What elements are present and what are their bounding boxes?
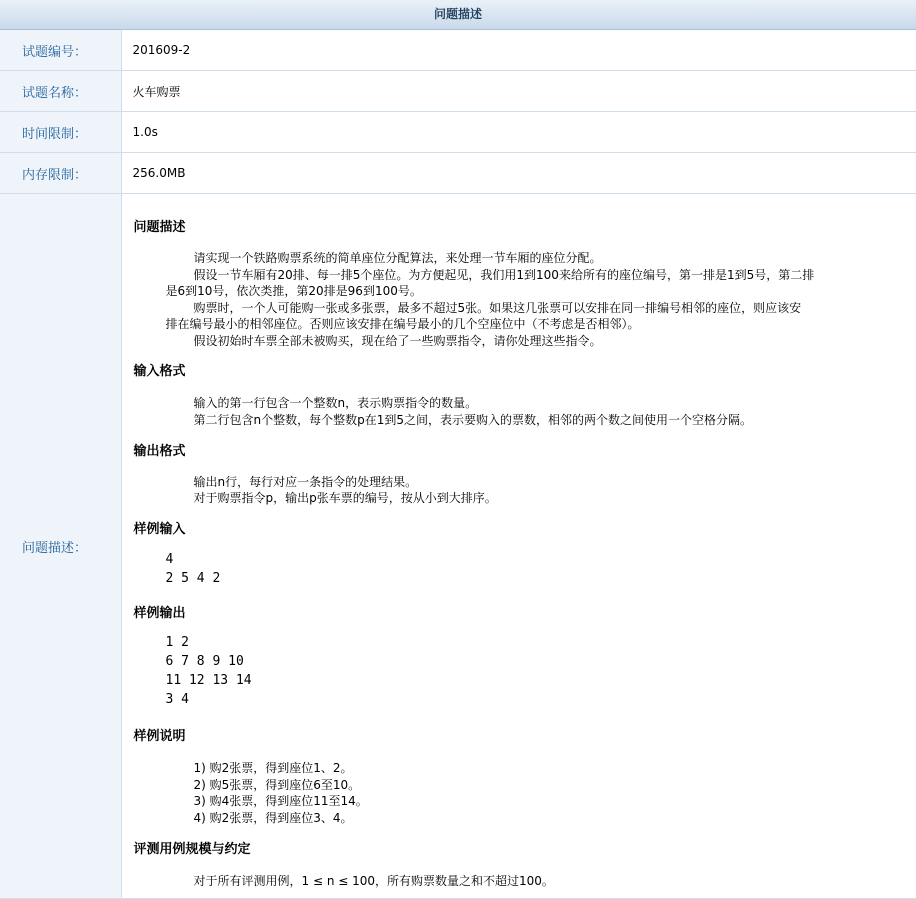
- explain-line-2: 2) 购5张票，得到座位6至10。: [194, 777, 361, 793]
- section-title-output: 输出格式: [134, 440, 186, 459]
- problem-line-5: 排在编号最小的相邻座位。否则应该安排在编号最小的几个空座位中（不考虑是否相邻）。: [166, 316, 640, 332]
- problem-line-3: 是6到10号，依次类推，第20排是96到100号。: [166, 283, 422, 299]
- input-line-1: 输入的第一行包含一个整数n，表示购票指令的数量。: [194, 395, 478, 411]
- output-line-1: 输出n行，每行对应一条指令的处理结果。: [194, 474, 418, 490]
- sample-output-block: [166, 633, 252, 709]
- label-id: 试题编号：: [0, 30, 121, 71]
- problem-line-6: 假设初始时车票全部未被购买，现在给了一些购票指令，请你处理这些指令。: [194, 333, 602, 349]
- info-row-description: [0, 194, 916, 899]
- problem-info-table: [0, 30, 916, 899]
- label-description: 问题描述：: [0, 194, 121, 899]
- output-line-2: 对于购票指令p，输出p张车票的编号，按从小到大排序。: [194, 490, 497, 506]
- label-time: 时间限制：: [0, 112, 121, 153]
- sample-output-line: 1 2: [166, 635, 189, 650]
- value-memory: 256.0MB: [121, 153, 916, 194]
- info-row-time: [0, 112, 916, 153]
- info-row-id: [0, 30, 916, 71]
- value-name: 火车购票: [121, 71, 916, 112]
- value-id: 201609-2: [121, 30, 916, 71]
- sample-input-line: 4: [166, 552, 174, 567]
- value-time: 1.0s: [121, 112, 916, 153]
- problem-line-2: 假设一节车厢有20排、每一排5个座位。为方便起见，我们用1到100来给所有的座位编号，第一排是1到5号，第二排: [194, 267, 815, 283]
- sample-output-line: 11 12 13 14: [166, 673, 252, 688]
- problem-line-1: 请实现一个铁路购票系统的简单座位分配算法，来处理一节车厢的座位分配。: [194, 250, 602, 266]
- description-content: [122, 194, 916, 898]
- explain-line-1: 1) 购2张票，得到座位1、2。: [194, 760, 353, 776]
- section-title-sample-input: 样例输入: [134, 518, 186, 537]
- description-cell: [121, 194, 916, 899]
- section-title-problem: 问题描述: [134, 216, 186, 235]
- problem-line-4: 购票时，一个人可能购一张或多张票，最多不超过5张。如果这几张票可以安排在同一排编号相邻的座位，则应该安: [194, 300, 802, 316]
- label-memory: 内存限制：: [0, 153, 121, 194]
- sample-input-line: 2 5 4 2: [166, 571, 221, 586]
- section-title-sample-explain: 样例说明: [134, 725, 186, 744]
- explain-line-3: 3) 购4张票，得到座位11至14。: [194, 793, 368, 809]
- sample-input-block: [166, 550, 221, 588]
- scale-line-1: 对于所有评测用例，1 ≤ n ≤ 100，所有购票数量之和不超过100。: [194, 873, 554, 889]
- page-header: 问题描述: [0, 0, 916, 30]
- label-name: 试题名称：: [0, 71, 121, 112]
- info-row-name: [0, 71, 916, 112]
- sample-output-line: 6 7 8 9 10: [166, 654, 244, 669]
- explain-line-4: 4) 购2张票，得到座位3、4。: [194, 810, 353, 826]
- input-line-2: 第二行包含n个整数，每个整数p在1到5之间，表示要购入的票数，相邻的两个数之间使用一个空格分隔。: [194, 412, 753, 428]
- info-row-memory: [0, 153, 916, 194]
- section-title-sample-output: 样例输出: [134, 602, 186, 621]
- section-title-scale: 评测用例规模与约定: [134, 838, 251, 857]
- section-title-input: 输入格式: [134, 360, 186, 379]
- sample-output-line: 3 4: [166, 692, 189, 707]
